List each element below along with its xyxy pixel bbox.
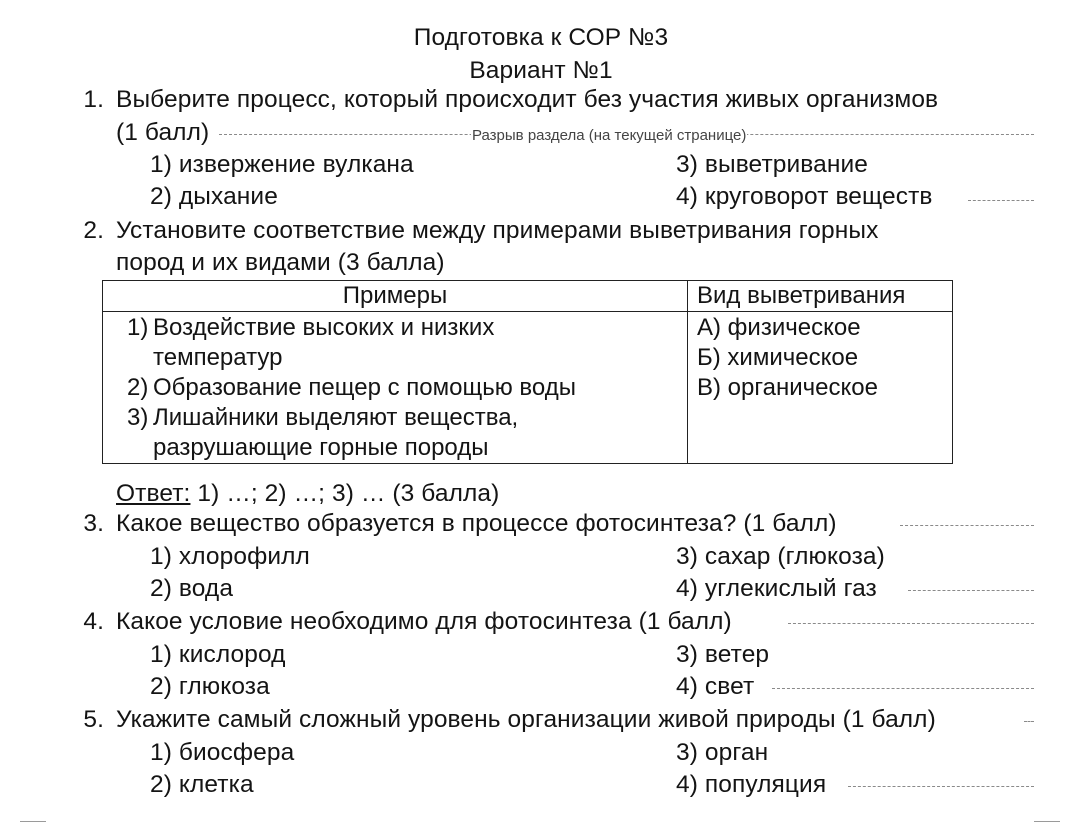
- answer-line: [116, 478, 499, 510]
- page-corner-mark-left: [20, 821, 46, 828]
- table-column-divider: [687, 281, 688, 463]
- question-3-text: Какое вещество образуется в процессе фотосинтеза? (1 балл): [116, 510, 837, 537]
- section-break-label: Разрыв раздела (на текущей странице): [472, 127, 747, 144]
- question-3-option: 1) хлорофилл: [150, 543, 310, 570]
- question-5-option: 1) биосфера: [150, 739, 295, 766]
- question-3-option: 4) углекислый газ: [676, 575, 877, 602]
- matching-table: [102, 280, 953, 464]
- paragraph-mark-line: [848, 786, 1034, 787]
- paragraph-mark-line: [908, 590, 1034, 591]
- question-4-option: 4) свет: [676, 673, 755, 700]
- question-3-option: 2) вода: [150, 575, 234, 602]
- question-4-option: 1) кислород: [150, 641, 286, 668]
- weathering-type: А) физическое: [697, 314, 861, 341]
- question-2-text: Установите соответствие между примерами выветривания горных: [116, 217, 879, 244]
- question-5-option: 3) орган: [676, 739, 769, 766]
- question-1-text: Выберите процесс, который происходит без участия живых организмов: [116, 86, 939, 113]
- question-5-text: Укажите самый сложный уровень организации живой природы (1 балл): [116, 706, 936, 733]
- question-1-points: (1 балл): [116, 119, 210, 146]
- example-number: 3): [127, 404, 149, 431]
- answer-template: 1) …; 2) …; 3) … (3 балла): [190, 480, 500, 507]
- variant-title: Вариант №1: [469, 57, 613, 84]
- question-4-option: 2) глюкоза: [150, 673, 270, 700]
- example-text: разрушающие горные породы: [153, 434, 489, 461]
- question-5-option: 2) клетка: [150, 771, 254, 798]
- example-text: температур: [153, 344, 283, 371]
- page-title: Подготовка к СОР №3: [413, 24, 669, 51]
- question-1-option: 4) круговорот веществ: [676, 183, 933, 210]
- example-number: 2): [127, 374, 149, 401]
- question-1-option: 1) извержение вулкана: [150, 151, 414, 178]
- weathering-type: В) органическое: [697, 374, 878, 401]
- question-2-number: 2.: [83, 217, 104, 244]
- question-5-option: 4) популяция: [676, 771, 827, 798]
- page-corner-mark-right: [1034, 821, 1060, 828]
- question-2-text-cont: пород и их видами (3 балла): [116, 249, 445, 276]
- paragraph-mark-line: [772, 688, 1034, 689]
- question-5-number: 5.: [83, 706, 104, 733]
- weathering-type: Б) химическое: [697, 344, 859, 371]
- example-number: 1): [127, 314, 149, 341]
- question-4-option: 3) ветер: [676, 641, 770, 668]
- question-4-text: Какое условие необходимо для фотосинтеза (1 балл): [116, 608, 732, 635]
- question-3-option: 3) сахар (глюкоза): [676, 543, 885, 570]
- paragraph-mark-line: [788, 623, 1034, 624]
- table-header-types: Вид выветривания: [697, 282, 906, 309]
- question-1-option: 2) дыхание: [150, 183, 278, 210]
- question-4-number: 4.: [83, 608, 104, 635]
- example-text: Лишайники выделяют вещества,: [153, 404, 519, 431]
- table-header-examples: Примеры: [342, 282, 448, 309]
- question-3-number: 3.: [83, 510, 104, 537]
- example-text: Образование пещер с помощью воды: [153, 374, 576, 401]
- question-1-option: 3) выветривание: [676, 151, 869, 178]
- answer-label: Ответ:: [116, 480, 191, 507]
- paragraph-mark-line: [968, 200, 1034, 201]
- question-1-number: 1.: [83, 86, 104, 113]
- paragraph-mark-line: [900, 525, 1034, 526]
- example-text: Воздействие высоких и низких: [153, 314, 495, 341]
- paragraph-mark-line: [1024, 721, 1034, 722]
